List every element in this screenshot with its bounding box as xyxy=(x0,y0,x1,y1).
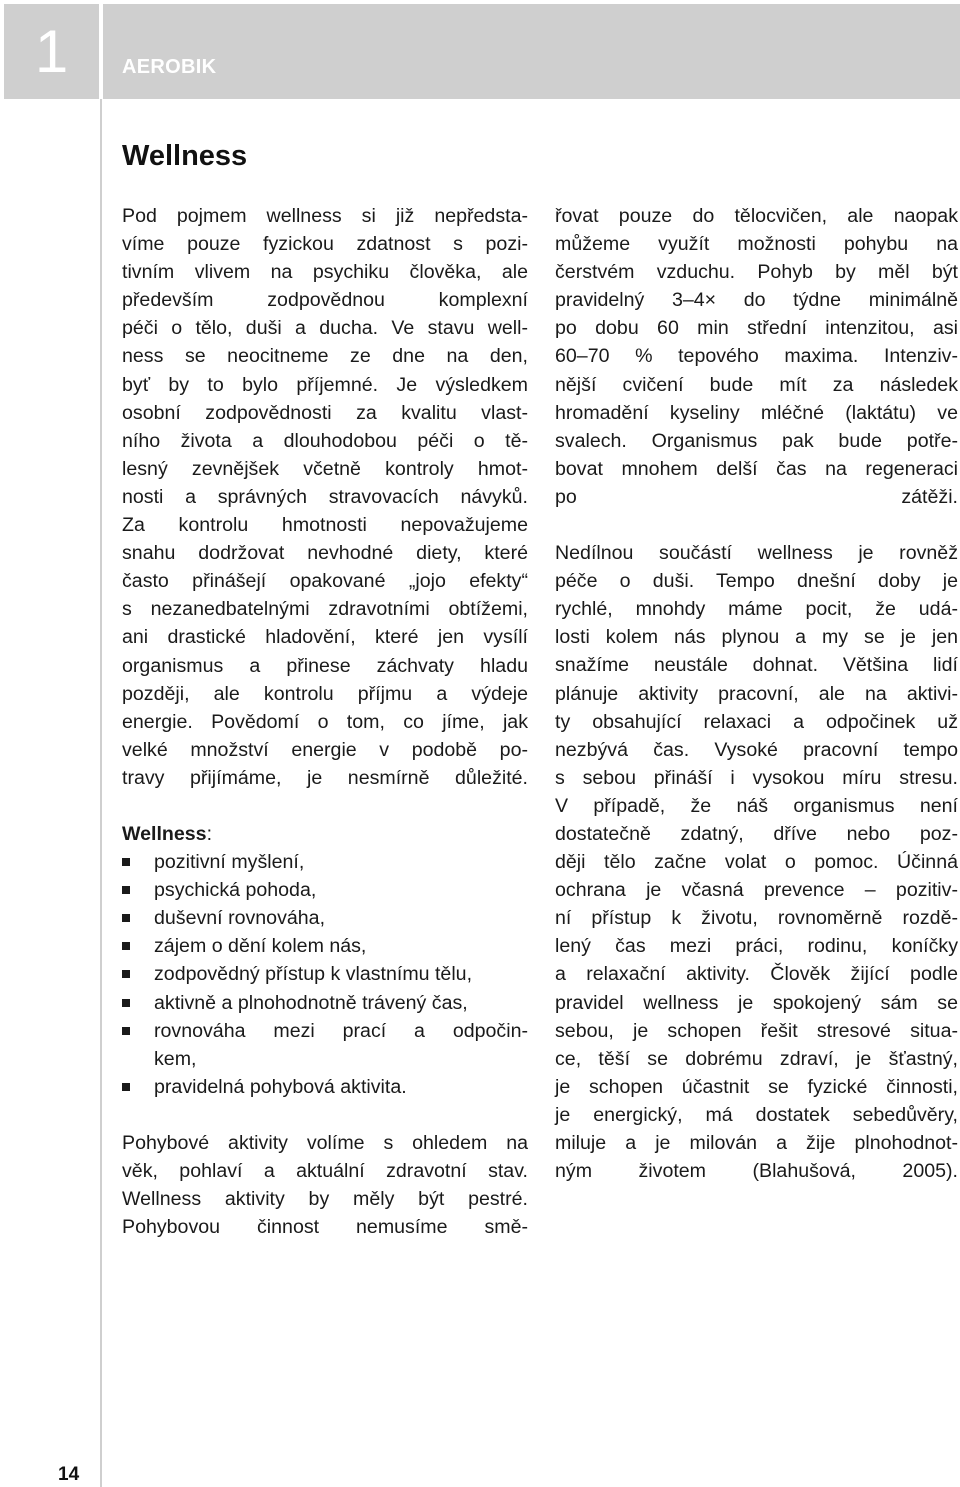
text-line: Pohybovou činnost nemusíme smě- xyxy=(122,1216,528,1239)
text-line: pravidelný 3–4× do týdne minimálně xyxy=(555,289,958,312)
square-bullet-icon xyxy=(122,999,130,1007)
text-line: travy přijímáme, je nesmírně důležité. xyxy=(122,766,528,789)
left-paragraph-1 xyxy=(122,202,528,792)
text-line: po dobu 60 min střední intenzitou, asi xyxy=(555,317,958,340)
text-line: velké množství energie v podobě po- xyxy=(122,738,528,761)
chapter-number: 1 xyxy=(34,18,69,85)
text-line: bovat mnohem delší čas na regeneraci xyxy=(555,457,958,480)
list-item-text: duševní rovnováha, xyxy=(154,907,326,930)
text-line: Pod pojmem wellness si již nepředsta- xyxy=(122,205,528,227)
square-bullet-icon xyxy=(122,942,130,950)
text-line: často přinášejí opakované „jojo efekty“ xyxy=(122,570,528,593)
text-line: ní přístup k životu, rovnoměrně rozdě- xyxy=(555,907,958,930)
text-line: V případě, že náš organismus není xyxy=(555,794,958,817)
square-bullet-icon xyxy=(122,886,130,894)
list-item xyxy=(122,1073,528,1101)
left-column xyxy=(122,202,528,1241)
text-line: nezbývá čas. Vysoké pracovní tempo xyxy=(555,738,958,761)
list-item xyxy=(122,932,528,960)
text-line: Nedílnou součástí wellness je rovněž xyxy=(555,542,958,565)
text-line: lesný zevnějšek včetně kontroly hmot- xyxy=(122,457,528,480)
page-title: Wellness xyxy=(122,140,248,172)
text-line: hromadění kyseliny mléčné (laktátu) ve xyxy=(555,401,958,424)
text-line: snažíme neustále dohnat. Většina lidí xyxy=(555,654,958,677)
text-line: energie. Povědomí o tom, co jíme, jak xyxy=(122,710,528,733)
list-item-text: pravidelná pohybová aktivita. xyxy=(154,1075,407,1098)
text-line: můžeme využít možnosti pohybu na xyxy=(555,233,958,256)
list-item xyxy=(122,904,528,932)
list-item xyxy=(122,1017,528,1073)
text-line: organismus a přinese záchvaty hladu xyxy=(122,654,528,677)
right-column xyxy=(555,202,958,1185)
list-item-text: zodpovědný přístup k vlastnímu tělu, xyxy=(154,963,473,986)
list-item xyxy=(122,876,528,904)
text-line: sebou, je schopen řešit stresové situa- xyxy=(555,1019,958,1042)
text-line: péči o tělo, duši a ducha. Ve stavu well- xyxy=(122,317,528,340)
text-line: ochrana je včasná prevence – pozitiv- xyxy=(555,879,958,902)
text-line: snahu dodržovat nevhodné diety, které xyxy=(122,542,528,565)
right-paragraph-2 xyxy=(555,539,958,1185)
text-line: rovnováha mezi prací a odpočin- xyxy=(154,1019,528,1042)
text-line: s nezanedbatelnými zdravotními obtížemi, xyxy=(122,598,528,621)
text-line: Pohybové aktivity volíme s ohledem na xyxy=(122,1131,528,1154)
list-item-text: zájem o dění kolem nás, xyxy=(154,935,367,958)
square-bullet-icon xyxy=(122,858,130,866)
text-line: ději tělo začne volat o pomoc. Účinná xyxy=(555,851,958,874)
text-line: Za kontrolu hmotnosti nepovažujeme xyxy=(122,514,528,537)
text-line: svalech. Organismus pak bude potře- xyxy=(555,429,958,452)
text-line: po zátěži. xyxy=(555,485,958,508)
text-line: nosti a správných stravovacích návyků. xyxy=(122,485,528,508)
list-item-text: psychická pohoda, xyxy=(154,879,317,902)
text-line: nější cvičení bude mít za následek xyxy=(555,373,958,396)
page-number: 14 xyxy=(58,1464,80,1485)
text-line: je energický, má dostatek sebedůvěry, xyxy=(555,1103,958,1126)
square-bullet-icon xyxy=(122,1083,130,1091)
text-line: pravidel wellness je spokojený sám se xyxy=(555,991,958,1014)
text-line: plánuje aktivity pracovní, ale na aktivi- xyxy=(555,682,958,705)
text-line: řovat pouze do tělocvičen, ale naopak xyxy=(555,205,958,227)
text-line: je schopen účastnit se fyzické činnosti, xyxy=(555,1075,958,1098)
text-line: miluje a je milován a žije plnohodnot- xyxy=(555,1132,958,1154)
text-line: ným životem (Blahušová, 2005). xyxy=(555,1160,958,1183)
list-item xyxy=(122,989,528,1017)
text-line: dostatečně zdatný, dříve nebo poz- xyxy=(555,822,958,845)
right-paragraph-1 xyxy=(555,202,958,511)
text-line: osobní zodpovědnosti za kvalitu vlast- xyxy=(122,401,528,424)
text-line: byť by to bylo příjemné. Je výsledkem xyxy=(122,373,528,396)
text-line: ce, těší se dobrému zdraví, je šťastný, xyxy=(555,1047,958,1070)
list-item xyxy=(122,960,528,988)
list-item-text: aktivně a plnohodnotně trávený čas, xyxy=(154,991,468,1014)
side-rule xyxy=(100,99,102,1487)
text-line: tivním vlivem na psychiku člověka, ale xyxy=(122,261,528,284)
text-line: ani drastické hladovění, které jen vysílí xyxy=(122,626,528,649)
text-line: 60–70 % tepového maxima. Intenziv- xyxy=(555,345,958,368)
square-bullet-icon xyxy=(122,1027,130,1035)
text-line: a relaxační aktivity. Člověk žijící podle xyxy=(555,963,958,986)
left-paragraph-2 xyxy=(122,1129,528,1241)
text-line: především zodpovědnou komplexní xyxy=(122,289,528,312)
square-bullet-icon xyxy=(122,914,130,922)
chapter-title: AEROBIK xyxy=(122,56,217,78)
text-line: Wellness aktivity by měly být pestré. xyxy=(122,1188,528,1211)
text-line: později, ale kontrolu příjmu a výdeje xyxy=(122,682,528,705)
wellness-list xyxy=(122,848,528,1101)
text-line: ního života a dlouhodobou péči o tě- xyxy=(122,429,528,452)
wellness-list-title: Wellness: xyxy=(122,822,213,845)
list-item-text xyxy=(154,1017,528,1073)
text-line: ty obsahující relaxaci a odpočinek už xyxy=(555,710,958,733)
list-item xyxy=(122,848,528,876)
square-bullet-icon xyxy=(122,970,130,978)
text-line: s sebou přináší i vysokou míru stresu. xyxy=(555,766,958,789)
text-line: ness se neocitneme ze dne na den, xyxy=(122,345,528,368)
text-line: víme pouze fyzickou zdatnost s pozi- xyxy=(122,233,528,256)
header-bar xyxy=(103,4,960,99)
text-line: čerstvém vzduchu. Pohyb by měl být xyxy=(555,261,958,284)
text-line: rychlé, mnohdy máme pocit, že udá- xyxy=(555,598,958,621)
text-line: kem, xyxy=(154,1047,197,1070)
text-line: lený čas mezi práci, rodinu, koníčky xyxy=(555,935,958,958)
text-line: péče o duši. Tempo dnešní doby je xyxy=(555,570,958,593)
list-item-text: pozitivní myšlení, xyxy=(154,851,305,874)
text-line: věk, pohlaví a aktuální zdravotní stav. xyxy=(122,1160,528,1182)
text-line: losti kolem nás plynou a my se je jen xyxy=(555,626,958,649)
